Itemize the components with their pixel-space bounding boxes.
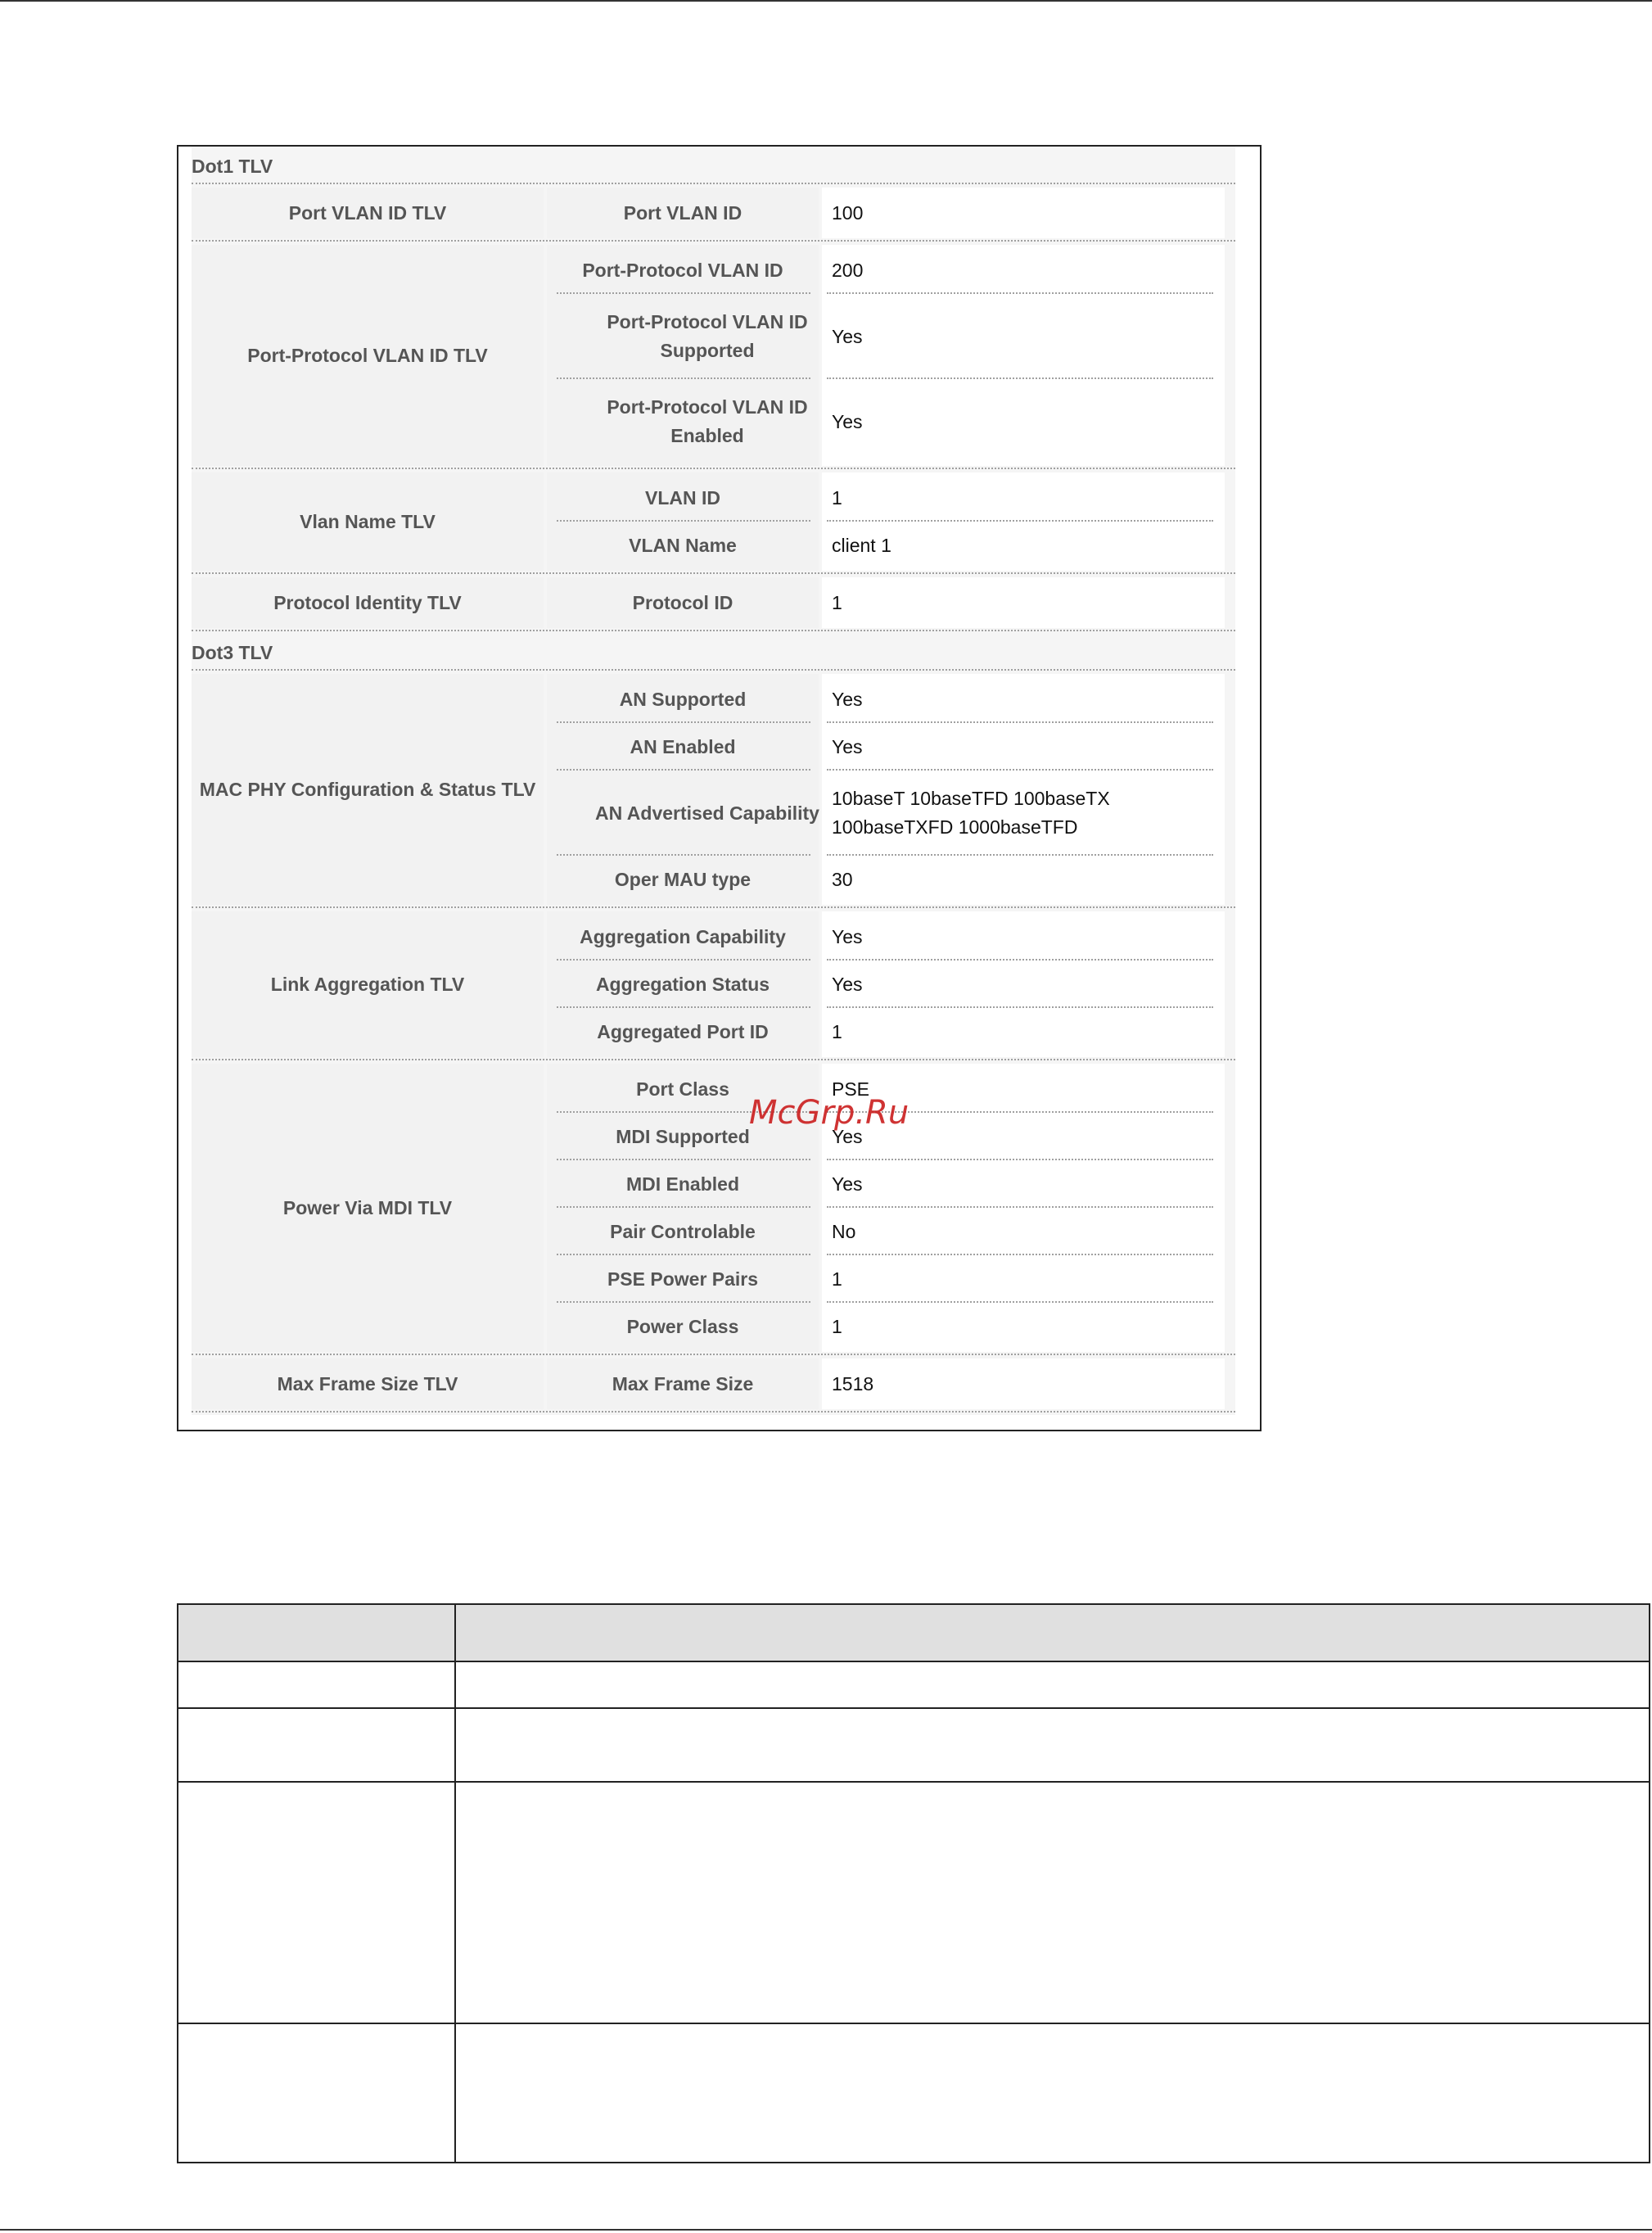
tlv-name: Vlan Name TLV bbox=[192, 472, 544, 571]
table-row bbox=[178, 2023, 1650, 2163]
dot1-tlv-group bbox=[192, 471, 1235, 576]
dotted-divider bbox=[192, 669, 1235, 671]
tlv-field-values bbox=[822, 245, 1225, 466]
field-value: 1 bbox=[832, 1315, 842, 1337]
dot3-section-title: Dot3 TLV bbox=[192, 642, 273, 663]
field-value: Yes bbox=[832, 925, 863, 947]
field-label: Aggregation Capability bbox=[580, 925, 786, 947]
table-row bbox=[178, 1782, 1650, 2023]
tlv-name: Link Aggregation TLV bbox=[192, 911, 544, 1057]
field-label: AN Advertised Capability bbox=[595, 802, 819, 824]
field-label: VLAN Name bbox=[629, 534, 737, 556]
field-value: Yes bbox=[832, 688, 863, 710]
table-row bbox=[178, 1708, 1650, 1782]
dot1-section-title: Dot1 TLV bbox=[192, 156, 273, 177]
lldp-screenshot-frame bbox=[177, 145, 1262, 1431]
tlv-field-labels bbox=[547, 577, 819, 628]
field-value: PSE bbox=[832, 1078, 870, 1100]
dotted-divider bbox=[192, 630, 1235, 631]
field-label: Max Frame Size bbox=[612, 1372, 754, 1394]
field-label: Power Class bbox=[626, 1315, 739, 1337]
dotted-divider bbox=[192, 183, 1235, 184]
dotted-divider bbox=[192, 1059, 1235, 1060]
watermark: McGrp.Ru bbox=[749, 1094, 910, 1132]
field-label: Port-Protocol VLAN ID Enabled bbox=[607, 396, 808, 446]
table-row bbox=[178, 1661, 1650, 1708]
page-bottom-rule bbox=[0, 2229, 1652, 2231]
dot3-tlv-group bbox=[192, 672, 1235, 910]
table-header-label bbox=[178, 1604, 455, 1661]
field-value: 10baseT 10baseTFD 100baseTX 100baseTXFD 1000baseTFD bbox=[832, 788, 1110, 838]
field-label: AN Supported bbox=[619, 688, 747, 710]
field-label: MDI Supported bbox=[616, 1125, 750, 1147]
tlv-field-values bbox=[822, 1358, 1225, 1409]
field-value: 100 bbox=[832, 201, 864, 224]
field-value: 200 bbox=[832, 259, 864, 281]
field-label: PSE Power Pairs bbox=[607, 1268, 759, 1290]
table-header-row bbox=[178, 1604, 1650, 1661]
field-label: Port Class bbox=[636, 1078, 729, 1100]
dot3-tlv-group bbox=[192, 1062, 1235, 1357]
tlv-field-values bbox=[822, 674, 1225, 905]
field-value: 1 bbox=[832, 486, 842, 509]
dotted-divider bbox=[192, 572, 1235, 574]
field-value: No bbox=[832, 1220, 856, 1242]
dot1-tlv-group bbox=[192, 243, 1235, 471]
field-value: Yes bbox=[832, 1125, 863, 1147]
field-label: Port-Protocol VLAN ID Supported bbox=[607, 311, 808, 361]
field-label: MDI Enabled bbox=[625, 1173, 739, 1195]
field-value: client 1 bbox=[832, 534, 891, 556]
field-value: 1518 bbox=[832, 1372, 874, 1394]
field-value: Yes bbox=[832, 973, 863, 995]
dotted-divider bbox=[192, 1411, 1235, 1413]
tlv-name: Port VLAN ID TLV bbox=[192, 188, 544, 238]
table-header-description bbox=[455, 1604, 1650, 1661]
dotted-divider bbox=[192, 1354, 1235, 1355]
tlv-field-values bbox=[822, 577, 1225, 628]
field-value: 1 bbox=[832, 591, 842, 613]
dot1-tlv-group bbox=[192, 186, 1235, 243]
tlv-field-labels bbox=[547, 188, 819, 238]
field-label: Port VLAN ID bbox=[623, 201, 742, 224]
tlv-field-labels bbox=[547, 472, 819, 571]
tlv-name: Protocol Identity TLV bbox=[192, 577, 544, 628]
lldp-remote-detail-panel bbox=[192, 147, 1235, 1415]
tlv-name: Max Frame Size TLV bbox=[192, 1358, 544, 1409]
tlv-field-values bbox=[822, 188, 1225, 238]
field-label: Aggregation Status bbox=[595, 973, 770, 995]
dot3-tlv-group bbox=[192, 1357, 1235, 1414]
field-label: Oper MAU type bbox=[614, 868, 752, 890]
field-label: Protocol ID bbox=[632, 591, 733, 613]
tlv-field-labels bbox=[547, 1358, 819, 1409]
field-value: Yes bbox=[832, 1173, 863, 1195]
tlv-field-labels bbox=[547, 674, 819, 905]
field-value: 30 bbox=[832, 868, 853, 890]
field-value: Yes bbox=[832, 410, 863, 432]
field-value: 1 bbox=[832, 1020, 842, 1042]
field-label: Port-Protocol VLAN ID bbox=[582, 259, 783, 281]
tlv-field-labels bbox=[547, 911, 819, 1057]
dot1-tlv-group bbox=[192, 576, 1235, 633]
dotted-divider bbox=[192, 240, 1235, 242]
tlv-name: Power Via MDI TLV bbox=[192, 1064, 544, 1352]
tlv-field-labels bbox=[547, 245, 819, 466]
dotted-divider bbox=[192, 906, 1235, 908]
field-label: AN Enabled bbox=[630, 735, 736, 757]
field-label: VLAN ID bbox=[645, 486, 720, 509]
tlv-field-values bbox=[822, 472, 1225, 571]
tlv-name: MAC PHY Configuration & Status TLV bbox=[192, 674, 544, 905]
page-top-rule bbox=[0, 0, 1652, 2]
tlv-field-values bbox=[822, 911, 1225, 1057]
field-value: 1 bbox=[832, 1268, 842, 1290]
field-value: Yes bbox=[832, 325, 863, 347]
field-label: Pair Controlable bbox=[610, 1220, 756, 1242]
dot3-tlv-group bbox=[192, 910, 1235, 1062]
field-value: Yes bbox=[832, 735, 863, 757]
field-label: Aggregated Port ID bbox=[597, 1020, 769, 1042]
dotted-divider bbox=[192, 468, 1235, 469]
tlv-name: Port-Protocol VLAN ID TLV bbox=[192, 245, 544, 466]
description-table bbox=[177, 1603, 1650, 2163]
